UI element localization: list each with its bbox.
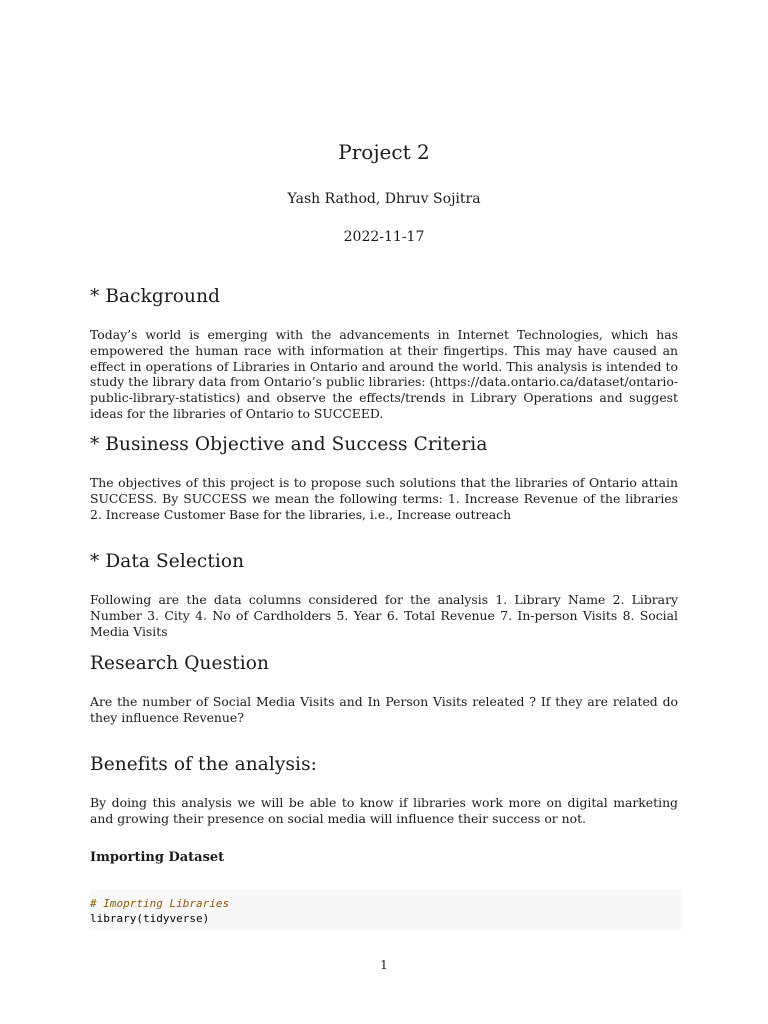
- heading-benefits: Benefits of the analysis:: [90, 754, 318, 775]
- code-comment: # Imoprting Libraries: [90, 897, 230, 910]
- page-number: 1: [380, 958, 388, 972]
- paragraph-business-objective: The objectives of this project is to propose such solutions that the libraries of Ontario attain SUCCESS. By SUCCESS we mean the following terms: 1. Increase Revenue of the libraries 2. Increase Customer Base for the libraries, i.e., Increase outreach: [90, 475, 678, 522]
- heading-business-objective: * Business Objective and Success Criteria: [90, 434, 488, 455]
- code-line: library(tidyverse): [90, 912, 210, 925]
- paragraph-background: Today’s world is emerging with the advancements in Internet Technologies, which has empowered the human race with information at their fingertips. This may have caused an effect in operations of Libraries in Ontario and around the world. This analysis is intended to study the library data from Ontario’s public libraries: (https://data.ontario.ca/dataset/ontario-public-library-statistics) and observe the effects/trends in Library Operations and suggest ideas for the libraries of Ontario to SUCCEED.: [90, 327, 678, 421]
- code-block: [90, 889, 682, 930]
- heading-importing-dataset: Importing Dataset: [90, 850, 225, 865]
- paragraph-data-selection: Following are the data columns considered for the analysis 1. Library Name 2. Library Number 3. City 4. No of Cardholders 5. Year 6. Total Revenue 7. In-person Visits 8. Social Media Visits: [90, 592, 678, 639]
- heading-background: * Background: [90, 286, 221, 307]
- paragraph-research-question: Are the number of Social Media Visits and In Person Visits releated ? If they are related do they influence Revenue?: [90, 694, 678, 725]
- document-date: 2022-11-17: [343, 229, 425, 245]
- document-authors: Yash Rathod, Dhruv Sojitra: [287, 191, 481, 207]
- heading-data-selection: * Data Selection: [90, 551, 245, 572]
- heading-research-question: Research Question: [90, 653, 269, 674]
- document-title: Project 2: [338, 140, 430, 164]
- paragraph-benefits: By doing this analysis we will be able to know if libraries work more on digital marketing and growing their presence on social media will influence their success or not.: [90, 795, 678, 826]
